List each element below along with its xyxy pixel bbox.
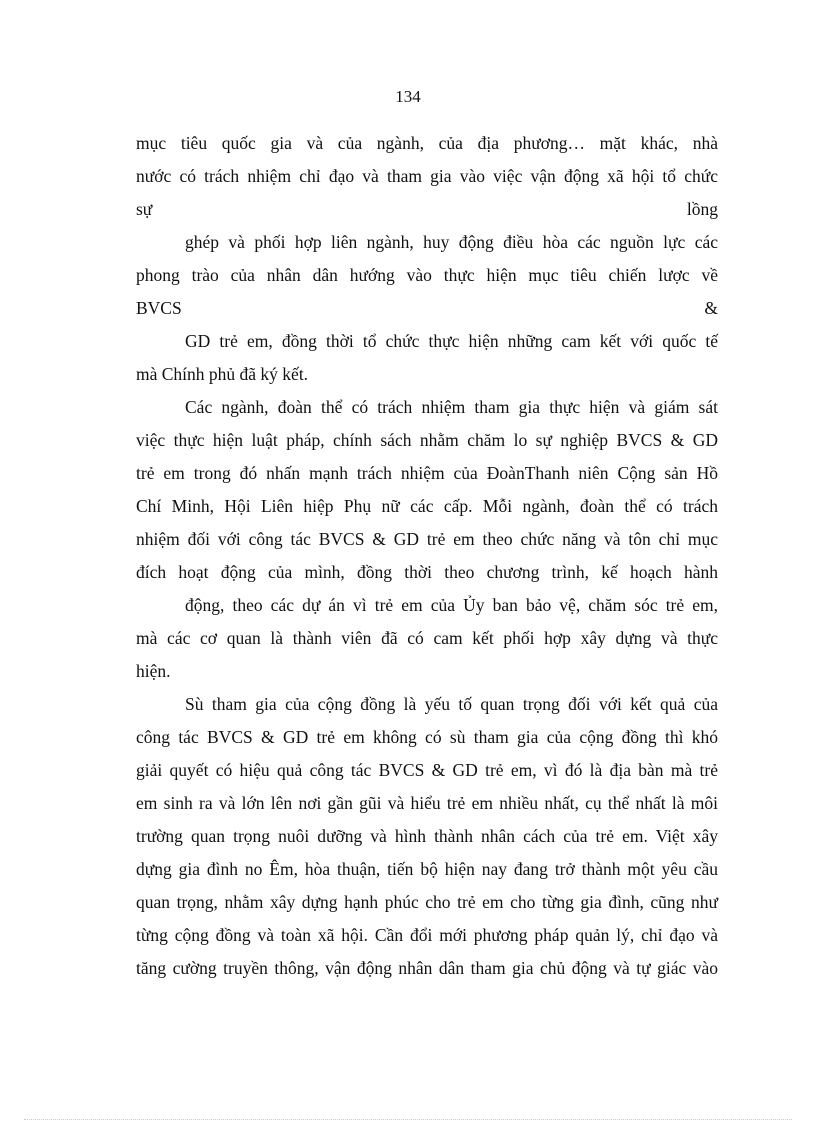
paragraph-line: Sù tham gia của cộng đồng là yếu tố quan trọng đối với kết quả của [185,694,718,714]
paragraph-line: GD trẻ em, đồng thời tổ chức thực hiện những cam kết với quốc tế [185,331,718,351]
paragraph-line: nước có trách nhiệm chỉ đạo và tham gia vào việc vận động xã hội tổ chức [136,166,718,186]
paragraph-line: Chí Minh, Hội Liên hiệp Phụ nữ các cấp. Mỗi ngành, đoàn thể có trách [136,496,718,516]
paragraph-line: dựng gia đình no Êm, hòa thuận, tiến bộ hiện nay đang trở thành một yêu cầu [136,859,718,879]
paragraph-line-left: BVCS [136,298,182,318]
paragraph-line: đích hoạt động của mình, đồng thời theo chương trình, kế hoạch hành [136,562,718,582]
paragraph-line: Các ngành, đoàn thể có trách nhiệm tham gia thực hiện và giám sát [185,397,718,417]
paragraph-line: mà Chính phủ đã ký kết. [136,364,309,384]
paragraph-line-right: lồng [686,199,718,219]
paragraph-line: trường quan trọng nuôi dưỡng và hình thành nhân cách của trẻ em. Việt xây [136,826,718,846]
paragraph-line: giải quyết có hiệu quả công tác BVCS & GD trẻ em, vì đó là địa bàn mà trẻ [136,760,718,780]
paragraph-line-left: sự [136,199,153,219]
paragraph-line: em sinh ra và lớn lên nơi gần gũi và hiểu trẻ em nhiều nhất, cụ thể nhất là môi [136,793,718,813]
paragraph-line: hiện. [136,661,171,681]
paragraph-line: mà các cơ quan là thành viên đã có cam kết phối hợp xây dựng và thực [136,628,718,648]
page-number: 134 [395,87,421,106]
paragraph-line: động, theo các dự án vì trẻ em của Ủy ban bảo vệ, chăm sóc trẻ em, [185,595,718,615]
page-bottom-divider [24,1119,792,1120]
paragraph-line: nhiệm đối với công tác BVCS & GD trẻ em theo chức năng và tôn chỉ mục [136,529,718,549]
paragraph-line: từng cộng đồng và toàn xã hội. Cần đổi mới phương pháp quản lý, chỉ đạo và [136,925,718,945]
paragraph-line: ghép và phối hợp liên ngành, huy động điều hòa các nguồn lực các [185,232,718,252]
paragraph-line: tăng cường truyền thông, vận động nhân dân tham gia chủ động và tự giác vào [136,958,718,978]
paragraph-line: mục tiêu quốc gia và của ngành, của địa phương… mặt khác, nhà [136,133,718,153]
paragraph-line: phong trào của nhân dân hướng vào thực hiện mục tiêu chiến lược về [136,265,718,285]
paragraph-line: quan trọng, nhằm xây dựng hạnh phúc cho trẻ em cho từng gia đình, cũng như [136,892,718,912]
paragraph-line: việc thực hiện luật pháp, chính sách nhằm chăm lo sự nghiệp BVCS & GD [136,430,718,450]
paragraph-line: trẻ em trong đó nhấn mạnh trách nhiệm của ĐoànThanh niên Cộng sản Hồ [136,463,718,483]
paragraph-line-right: & [704,298,718,318]
paragraph-line: công tác BVCS & GD trẻ em không có sù tham gia của cộng đồng thì khó [136,727,718,747]
